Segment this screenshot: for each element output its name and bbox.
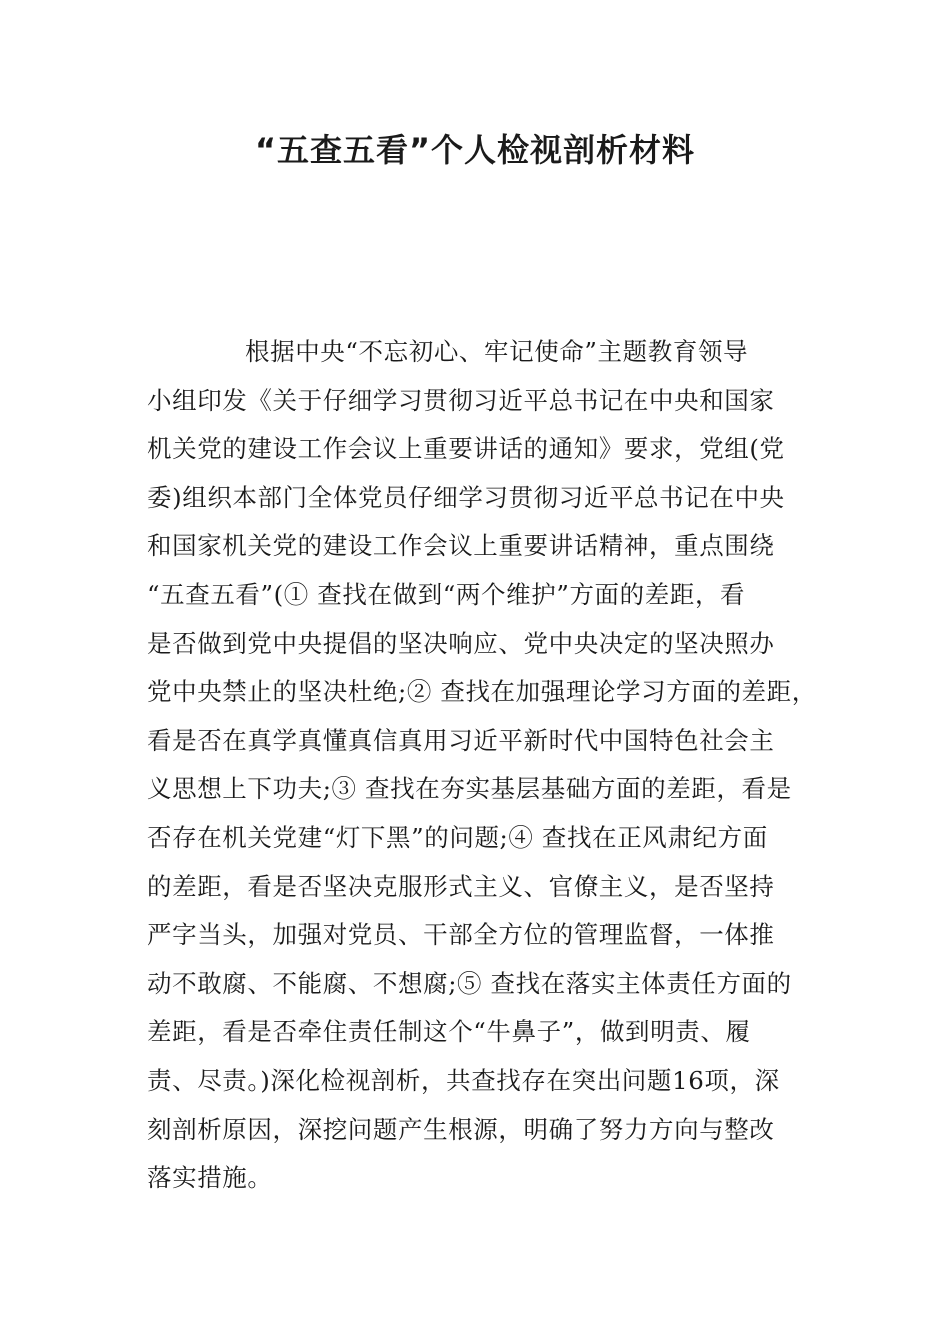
paragraph-line: 落实措施。 (147, 1163, 273, 1193)
paragraph-line: 机关党的建设工作会议上重要讲话的通知》要求，党组(党 (147, 434, 785, 464)
paragraph-line: 看是否在真学真懂真信真用习近平新时代中国特色社会主 (147, 725, 775, 755)
document-body-paragraph (147, 328, 817, 1203)
paragraph-line: 党中央禁止的坚决杜绝;② 查找在加强理论学习方面的差距， (147, 677, 817, 707)
paragraph-line: 是否做到党中央提倡的坚决响应、党中央决定的坚决照办 (147, 628, 775, 658)
paragraph-line: 委)组织本部门全体党员仔细学习贯彻习近平总书记在中央 (147, 482, 785, 512)
paragraph-line: 刻剖析原因，深挖问题产生根源，明确了努力方向与整改 (147, 1114, 775, 1144)
paragraph-line: “五查五看”(① 查找在做到“两个维护”方面的差距，看 (147, 579, 746, 609)
paragraph-line: 责、尽责。)深化检视剖析，共查找存在突出问题16项，深 (147, 1065, 780, 1095)
paragraph-line: 差距，看是否牵住责任制这个“牛鼻子”，做到明责、履 (147, 1017, 751, 1047)
paragraph-line: 小组印发《关于仔细学习贯彻习近平总书记在中央和国家 (147, 385, 775, 415)
paragraph-line: 否存在机关党建“灯下黑”的问题;④ 查找在正风肃纪方面 (147, 822, 768, 852)
paragraph-line: 和国家机关党的建设工作会议上重要讲话精神，重点围绕 (147, 531, 775, 561)
paragraph-line: 义思想上下功夫;③ 查找在夯实基层基础方面的差距，看是 (147, 774, 792, 804)
paragraph-line: 的差距，看是否坚决克服形式主义、官僚主义，是否坚持 (147, 871, 775, 901)
paragraph-line: 动不敢腐、不能腐、不想腐;⑤ 查找在落实主体责任方面的 (147, 968, 792, 998)
paragraph-line: 严字当头，加强对党员、干部全方位的管理监督，一体推 (147, 920, 775, 950)
paragraph-line: 根据中央“不忘初心、牢记使命”主题教育领导 (245, 337, 749, 366)
document-title: “五查五看”个人检视剖析材料 (254, 131, 696, 169)
